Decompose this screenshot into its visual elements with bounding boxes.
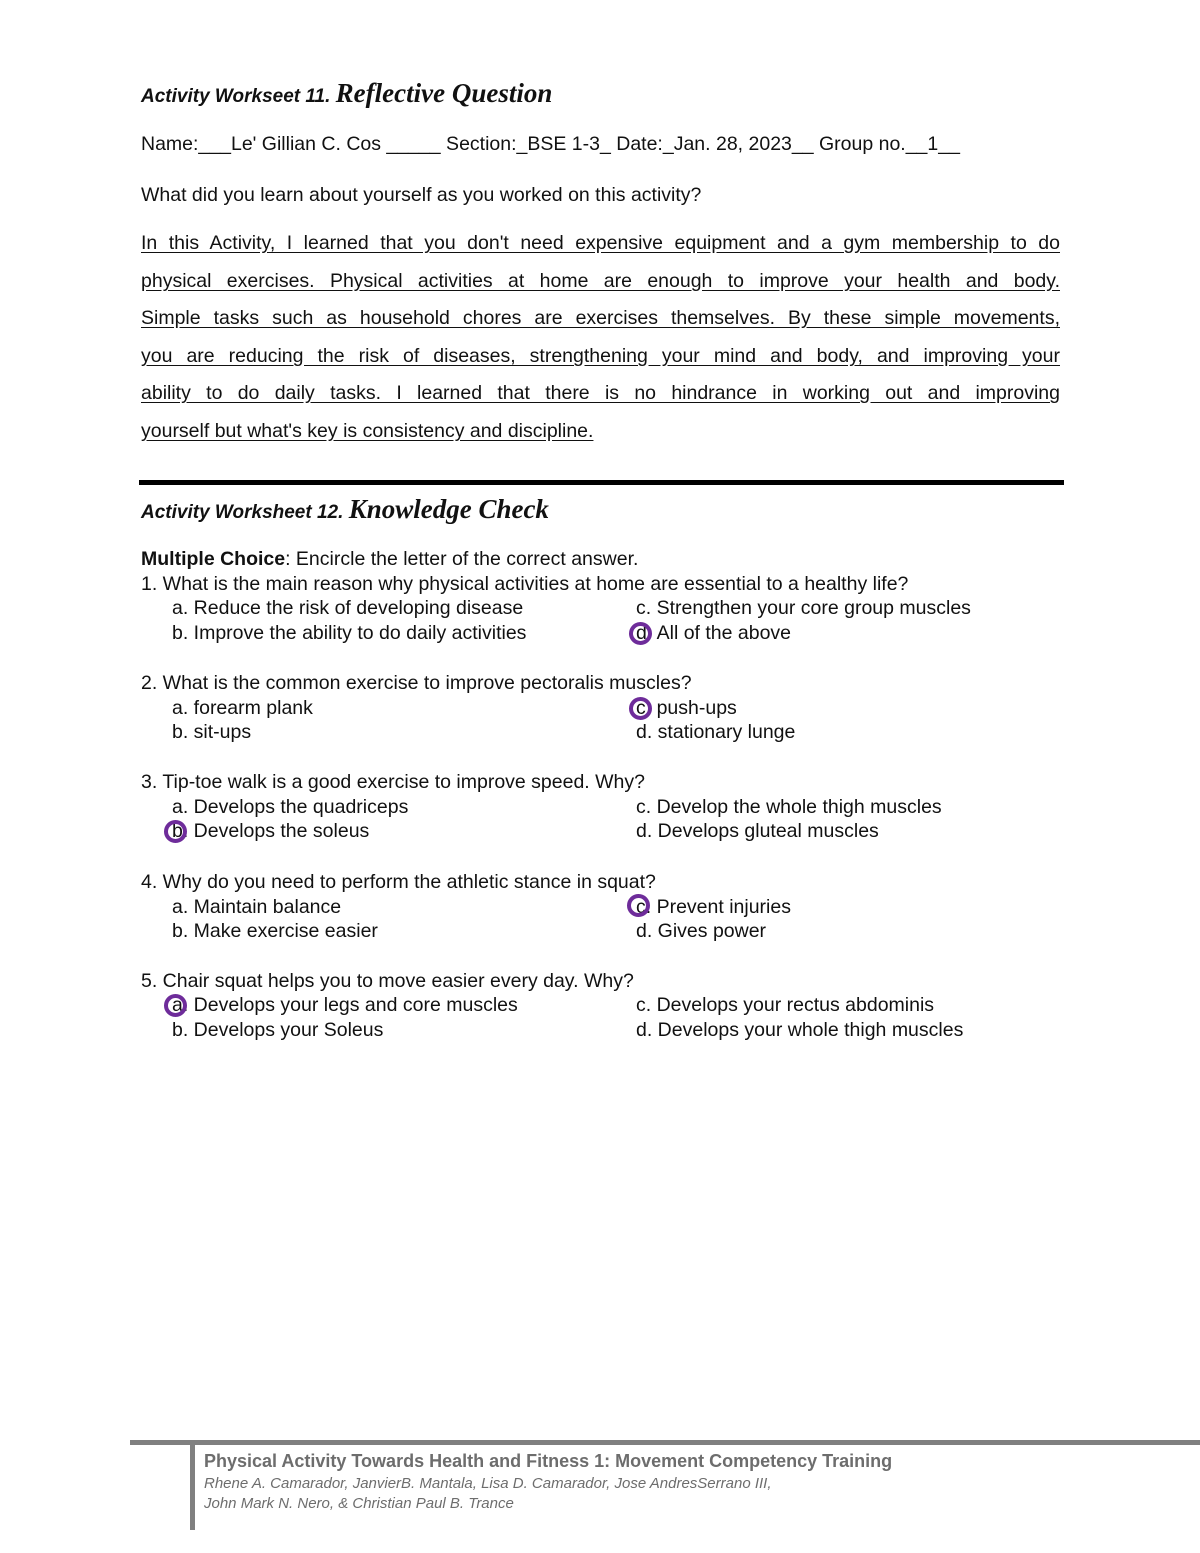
- q2-option-c: c. push-ups: [636, 697, 737, 719]
- ws11-heading: [141, 78, 552, 109]
- answer-line-6: yourself but what's key is consistency and discipline.: [141, 420, 594, 442]
- q2-option-d: d. stationary lunge: [636, 721, 796, 743]
- q3-option-a: a. Develops the quadriceps: [172, 796, 409, 818]
- q2-answer-circle: [629, 697, 652, 720]
- q2-option-a: a. forearm plank: [172, 697, 313, 719]
- q5-option-c: c. Develops your rectus abdominis: [636, 994, 935, 1016]
- q3-option-b: b. Develops the soleus: [172, 820, 370, 842]
- question-2: 2. What is the common exercise to improve pectoralis muscles?: [141, 672, 692, 694]
- q1-option-a: a. Reduce the risk of developing disease: [172, 597, 524, 619]
- q3-answer-circle: [164, 820, 187, 843]
- q4-answer-circle: [627, 894, 650, 917]
- answer-line-1: In this Activity, I learned that you don't need expensive equipment and a gym membership to do: [141, 232, 1060, 254]
- q5-option-b: b. Develops your Soleus: [172, 1019, 384, 1041]
- q5-answer-circle: [164, 994, 187, 1017]
- answer-line-5: ability to do daily tasks. I learned that there is no hindrance in working out and improving: [141, 382, 1060, 404]
- footer-authors-1: Rhene A. Camarador, JanvierB. Mantala, Lisa D. Camarador, Jose AndresSerrano III,: [204, 1475, 772, 1492]
- instructions-rest: : Encircle the letter of the correct answer.: [285, 548, 639, 570]
- q4-option-a: a. Maintain balance: [172, 896, 342, 918]
- question-5: 5. Chair squat helps you to move easier every day. Why?: [141, 970, 634, 992]
- section-divider: [139, 480, 1064, 485]
- info-line: Name:___Le' Gillian C. Cos _____ Section:_BSE 1-3_ Date:_Jan. 28, 2023__ Group no.__1__: [141, 133, 960, 155]
- question-1: 1. What is the main reason why physical activities at home are essential to a healthy life?: [141, 573, 909, 595]
- q2-option-b: b. sit-ups: [172, 721, 252, 743]
- q4-option-b: b. Make exercise easier: [172, 920, 378, 942]
- question-4: 4. Why do you need to perform the athletic stance in squat?: [141, 871, 656, 893]
- reflect-question: What did you learn about yourself as you worked on this activity?: [141, 184, 702, 206]
- footer-title: Physical Activity Towards Health and Fitness 1: Movement Competency Training: [204, 1451, 893, 1471]
- ws11-title: Reflective Question: [335, 78, 553, 108]
- q4-option-d: d. Gives power: [636, 920, 767, 942]
- instructions-bold: Multiple Choice: [141, 548, 286, 570]
- q1-answer-circle: [629, 622, 652, 645]
- question-3: 3. Tip-toe walk is a good exercise to improve speed. Why?: [141, 771, 645, 793]
- q5-option-a: a. Develops your legs and core muscles: [172, 994, 518, 1016]
- footer-rule: [130, 1440, 1200, 1445]
- footer-side-rule: [190, 1440, 195, 1530]
- q1-option-d: d. All of the above: [636, 622, 792, 644]
- ws12-heading: [141, 494, 549, 525]
- ws11-label: Activity Workseet 11.: [141, 86, 331, 107]
- q3-option-c: c. Develop the whole thigh muscles: [636, 796, 942, 818]
- q1-option-b: b. Improve the ability to do daily activities: [172, 622, 527, 644]
- answer-line-4: you are reducing the risk of diseases, strengthening your mind and body, and improving your: [141, 345, 1060, 367]
- answer-line-3: Simple tasks such as household chores are exercises themselves. By these simple movements,: [141, 307, 1060, 329]
- q3-option-d: d. Develops gluteal muscles: [636, 820, 879, 842]
- ws12-label: Activity Worksheet 12.: [141, 502, 344, 523]
- ws12-title: Knowledge Check: [348, 494, 549, 524]
- instructions: [141, 548, 638, 571]
- answer-line-2: physical exercises. Physical activities at home are enough to improve your health and body.: [141, 270, 1060, 292]
- footer-authors-2: John Mark N. Nero, & Christian Paul B. Trance: [204, 1495, 514, 1512]
- q1-option-c: c. Strengthen your core group muscles: [636, 597, 971, 619]
- q4-option-c: c. Prevent injuries: [636, 896, 791, 918]
- q5-option-d: d. Develops your whole thigh muscles: [636, 1019, 964, 1041]
